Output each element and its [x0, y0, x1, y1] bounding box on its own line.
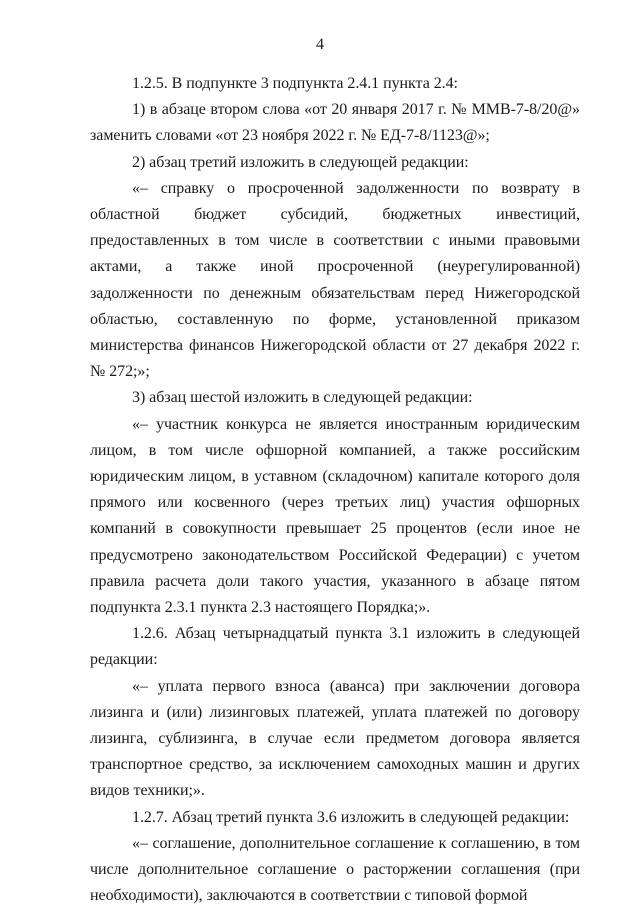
paragraph-1-2-5-heading: 1.2.5. В подпункте 3 подпункта 2.4.1 пункта 2.4:: [132, 75, 458, 92]
paragraph-subitem-2: 2) абзац третий изложить в следующей редакции:: [132, 153, 469, 171]
paragraph-quote-leasing: «– уплата первого взноса (аванса) при заключении договора лизинга и (или) лизинговых платежей, уплата платежей по договору лизинга, сублизинга, в случае если предметом договора является транспортное средство, за исключением самоходных машин и других видов техники;».: [90, 677, 580, 800]
document-body: [90, 71, 580, 910]
paragraph-quote-debt-certificate: «– справку о просроченной задолженности по возврату в областной бюджет субсидий, бюджетных инвестиций, предоставленных в том числе в соответствии с иными правовыми актами, а также иной просроченной (неурегулированной) задолженности по денежным обязательствам перед Нижегородской областью, составленную по форме, установленной приказом министерства финансов Нижегородской области от 27 декабря 2022 г. № 272;»;: [90, 179, 580, 381]
paragraph-quote-offshore: «– участник конкурса не является иностранным юридическим лицом, в том числе офшорной компанией, а также российским юридическим лицом, в уставном (складочном) капитале которого доля прямого или косвенного (через третьих лиц) участия офшорных компаний в совокупности превышает 25 процентов (если иное не предусмотрено законодательством Российской Федерации) с учетом правила расчета доли такого участия, указанного в абзаце пятом подпункта 2.3.1 пункта 2.3 настоящего Порядка;».: [90, 415, 580, 617]
paragraph-1-2-6: 1.2.6. Абзац четырнадцатый пункта 3.1 изложить в следующей редакции:: [90, 625, 580, 669]
paragraph-subitem-1: 1) в абзаце втором слова «от 20 января 2017 г. № ММВ-7-8/20@» заменить словами «от 23 ноября 2022 г. № ЕД-7-8/1123@»;: [90, 101, 580, 145]
paragraph-1-2-7: 1.2.7. Абзац третий пункта 3.6 изложить в следующей редакции:: [132, 808, 570, 826]
page-number: 4: [316, 36, 324, 53]
paragraph-quote-agreement: «– соглашение, дополнительное соглашение к соглашению, в том числе дополнительное соглашение о расторжении соглашения (при необходимости), заключаются в соответствии с типовой формой: [90, 834, 580, 905]
paragraph-subitem-3: 3) абзац шестой изложить в следующей редакции:: [132, 389, 473, 407]
